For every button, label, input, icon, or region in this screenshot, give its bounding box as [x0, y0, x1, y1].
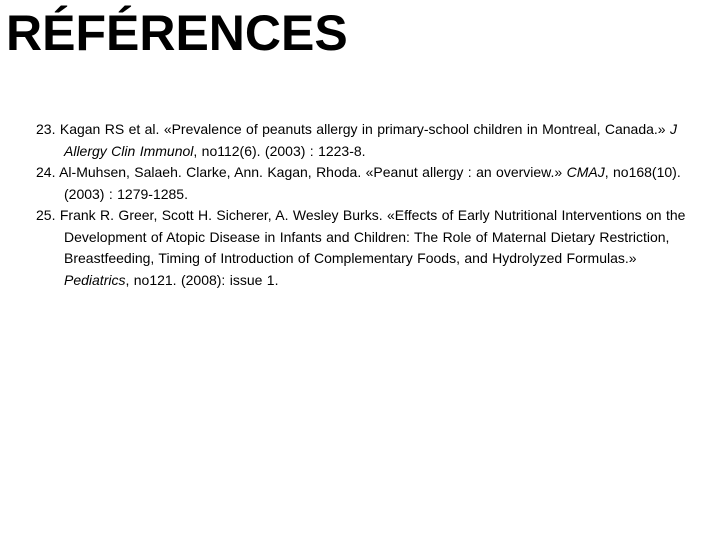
reference-article-title: «Effects of Early Nutritional Interventions on the Development of Atopic Disease in Infants and Children: The Role of Maternal Dietary Restriction, Breastfeeding, Timing of Introduction of Complementary Foods, and Hydrolyzed Formulas.» — [64, 207, 686, 266]
reference-article-title: «Prevalence of peanuts allergy in primary-school children in Montreal, Canada.» — [163, 121, 666, 137]
reference-journal: CMAJ — [566, 164, 605, 180]
reference-journal: Pediatrics — [64, 271, 126, 288]
reference-item-23 — [36, 119, 701, 162]
reference-authors: Kagan RS et al. — [59, 121, 160, 137]
reference-journal: J Allergy Clin Immunol — [64, 121, 677, 159]
reference-number: 24. — [36, 164, 56, 180]
reference-number: 25. — [36, 207, 56, 223]
reference-details: , no121. (2008): issue 1. — [125, 271, 279, 288]
reference-details: , no112(6). (2003) : 1223-8. — [193, 142, 366, 159]
reference-authors: Frank R. Greer, Scott H. Sicherer, A. Wesley Burks. — [59, 207, 383, 223]
reference-number: 23. — [36, 121, 56, 137]
reference-details: , no168(10). (2003) : 1279-1285. — [64, 164, 681, 202]
reference-item-25 — [36, 205, 701, 291]
reference-item-24 — [36, 162, 701, 205]
reference-list — [36, 119, 701, 291]
reference-article-title: «Peanut allergy : an overview.» — [365, 164, 563, 180]
page-title: RÉFÉRENCES — [6, 5, 348, 61]
reference-authors: Al-Muhsen, Salaeh. Clarke, Ann. Kagan, Rhoda. — [59, 164, 362, 180]
